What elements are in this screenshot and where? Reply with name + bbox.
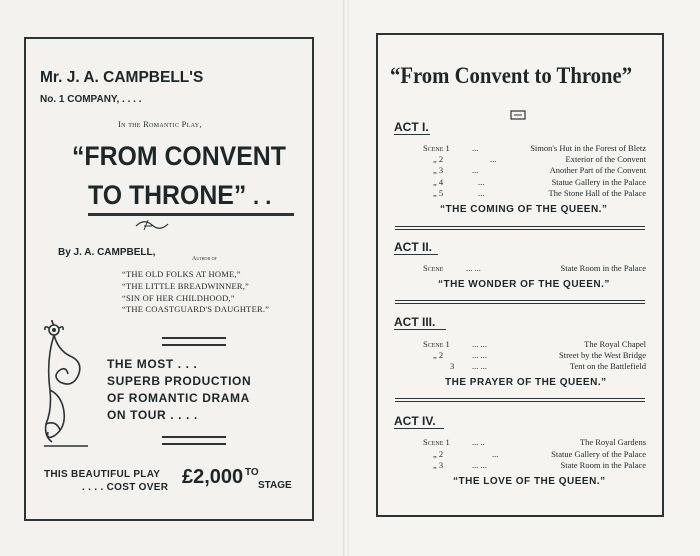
act-4-underline (394, 428, 444, 429)
act-1-scene-2: „ 2 ... Exterior of the Convent (433, 154, 646, 164)
act-3-scene-3: 3 ... ... Tent on the Battlefield (450, 361, 646, 371)
production-line-2: SUPERB PRODUCTION (107, 374, 252, 388)
act-1-scene-1: Scene 1 ... Simon's Hut in the Forest of Bletz (423, 143, 646, 153)
production-line-1: THE MOST . . . (107, 357, 198, 371)
act-1-scene-4: „ 4 ... Statue Gallery in the Palace (433, 177, 646, 187)
act-3-subtitle: THE PRAYER OF THE QUEEN.” (445, 377, 607, 388)
act-3-label: ACT III. (394, 315, 436, 329)
production-line-3: OF ROMANTIC DRAMA (107, 391, 250, 405)
act-3-underline (394, 329, 446, 330)
act-2-label: ACT II. (394, 240, 432, 254)
ornament-flourish-icon (132, 216, 172, 234)
work-4: “THE COASTGUARD'S DAUGHTER.” (122, 304, 270, 314)
act-3-scene-1: Scene 1 ... ... The Royal Chapel (423, 339, 646, 349)
title-underline (88, 213, 294, 216)
act-2-underline (394, 254, 438, 255)
play-title-dots: . . (253, 184, 272, 209)
romantic-play-line: In the Romantic Play, (118, 119, 202, 129)
act-1-label: ACT I. (394, 120, 429, 134)
cost-over-line: . . . . COST OVER (82, 482, 169, 493)
act-4-scene-3: „ 3 ... ... State Room in the Palace (433, 460, 646, 470)
author-line: By J. A. CAMPBELL, (58, 247, 156, 258)
company-line: No. 1 COMPANY, . . . . (40, 94, 142, 105)
play-title-line2: TO THRONE” (88, 180, 247, 210)
beautiful-play-line: THIS BEAUTIFUL PLAY (44, 469, 161, 480)
presenter-name: Mr. J. A. CAMPBELL'S (40, 69, 204, 86)
work-1: “THE OLD FOLKS AT HOME,” (122, 269, 241, 279)
act-1-underline (394, 134, 430, 135)
act-4-scene-2: „ 2 ... Statue Gallery of the Palace (433, 449, 646, 459)
act-3-divider (395, 398, 645, 402)
act-1-subtitle: “THE COMING OF THE QUEEN.” (440, 204, 608, 215)
work-3: “SIN OF HER CHILDHOOD,” (122, 293, 235, 303)
page-fold (343, 0, 349, 556)
author-of-label: Author of (192, 256, 217, 262)
act-2-subtitle: “THE WONDER OF THE QUEEN.” (438, 279, 610, 290)
program-title: “From Convent to Throne” (390, 63, 633, 88)
ornament-box-icon (510, 110, 526, 120)
act-3-scene-2: „ 2 ... ... Street by the West Bridge (433, 350, 646, 360)
act-2-divider (395, 300, 645, 304)
to-label: TO (245, 467, 259, 478)
act-2-scene: Scene ... ... State Room in the Palace (423, 263, 646, 273)
act-4-subtitle: “THE LOVE OF THE QUEEN.” (453, 476, 606, 487)
stage-label: STAGE (258, 480, 292, 491)
act-1-scene-5: „ 5 ... The Stone Hall of the Palace (433, 188, 646, 198)
play-title-line1: “FROM CONVENT (72, 141, 286, 171)
act-4-scene-1: Scene 1 ... .. The Royal Gardens (423, 437, 646, 447)
work-2: “THE LITTLE BREADWINNER,” (122, 281, 250, 291)
act-1-scene-3: „ 3 ... Another Part of the Convent (433, 165, 646, 175)
cost-amount: £2,000 (182, 466, 244, 488)
act-4-label: ACT IV. (394, 414, 436, 428)
act-1-divider (395, 226, 645, 230)
production-line-4: ON TOUR . . . . (107, 408, 198, 422)
